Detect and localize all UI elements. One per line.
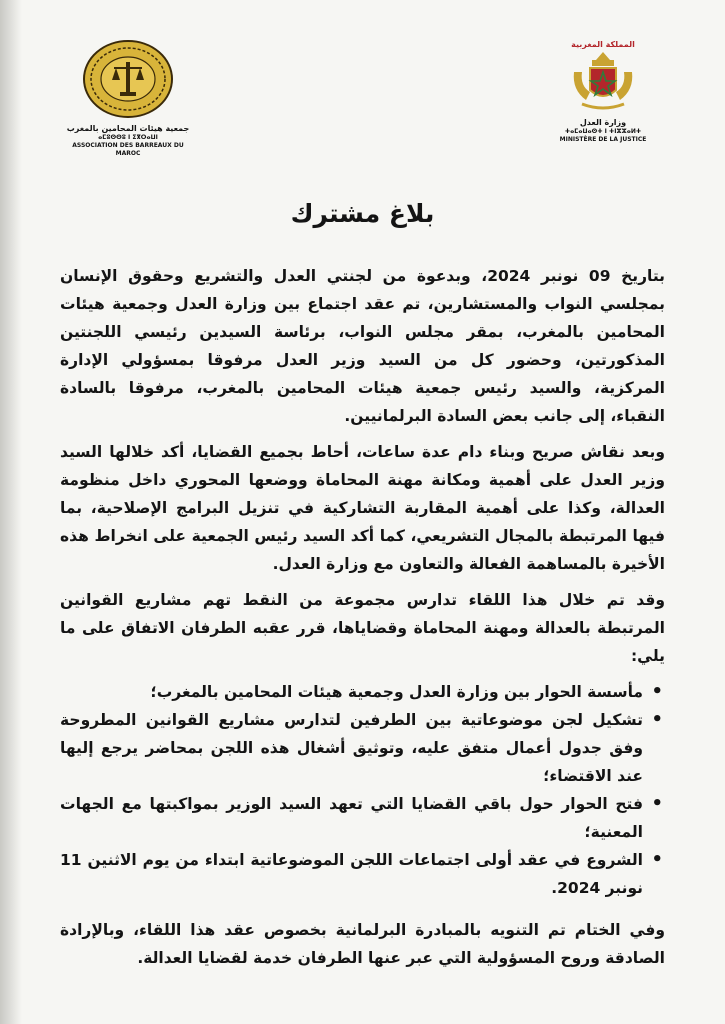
- document-title: بلاغ مشترك: [290, 199, 435, 228]
- paragraph-intro: بتاريخ 09 نونبر 2024، وبدعوة من لجنتي العدل والتشريع وحقوق الإنسان بمجلسي النواب والمستشارين، تم عقد اجتماع بين وزارة العدل وجمعية هيئات المحامين بالمغرب، بمقر مجلس النواب، برئاسة السيدين رئيسي اللجنتين المذكورتين، وحضور كل من السيد وزير العدل مرفوقا بمسؤولي الإدارة المركزية، والسيد رئيس جمعية هيئات المحامين بالمغرب، مرفوقا بالسادة النقباء، إلى جانب بعض السادة البرلمانيين.: [60, 267, 666, 425]
- list-item: • تشكيل لجن موضوعاتية بين الطرفين لتدارس مشاريع القوانين المطروحة وفق جدول أعمال متفق عليه، وتوثيق أشغال هذه اللجن بمحاضر يرجع إليها عند الاقتضاء؛: [60, 706, 643, 790]
- ministry-logo: [548, 40, 658, 144]
- document-body: [60, 262, 665, 980]
- bar-association-name-tifinagh: ⴰⵎⵓⵙⵙⵓ ⵏ ⵉⴳⵔⴰⵡⵏ: [98, 134, 158, 141]
- bar-association-name-ar: جمعية هيئات المحامين بالمغرب: [66, 124, 190, 133]
- paragraph-agreement: وقد تم خلال هذا اللقاء تدارس مجموعة من النقط تهم مشاريع القوانين المرتبطة بالعدالة ومهنة المحاماة وقضاياها، قرر عقبه الطرفان الاتفاق على ما يلي:: [60, 591, 665, 665]
- ministry-name-fr: MINISTÈRE DE LA JUSTICE: [559, 136, 647, 143]
- agreement-list: [60, 678, 665, 902]
- paragraph-discussion: وبعد نقاش صريح وبناء دام عدة ساعات، أحاط بجميع القضايا، أكد خلالها السيد وزير العدل على أهمية ومكانة مهنة المحاماة ووضعها المحوري داخل منظومة العدالة، وكذا على أهمية المقاربة التشاركية في تنزيل البرامج الإصلاحية، بما فيها المرتبطة بالمجال التشريعي، كما أكد السيد رئيس الجمعية على انخراط هذه الأخيرة بالمساهمة الفعالة والتعاون مع وزارة العدل.: [60, 443, 665, 573]
- bar-association-logo: [62, 38, 194, 158]
- ministry-name-ar: وزارة العدل: [579, 118, 627, 127]
- list-item: • مأسسة الحوار بين وزارة العدل وجمعية هيئات المحامين بالمغرب؛: [60, 678, 643, 706]
- coat-of-arms-icon: [568, 50, 638, 114]
- bar-association-seal-icon: [80, 38, 176, 120]
- ministry-name-tifinagh: ⵜⴰⵎⴰⵡⴰⵙⵜ ⵏ ⵜⵏⵣⵣⴰⵍⵜ: [564, 128, 642, 135]
- scan-edge-shadow: [0, 0, 22, 1024]
- kingdom-name-ar: المملكة المغربية: [571, 40, 635, 49]
- paragraph-closing: وفي الختام تم التنويه بالمبادرة البرلمانية بخصوص عقد هذا اللقاء، وبالإرادة الصادقة وروح المسؤولية التي عبر عنها الطرفان خدمة لقضايا العدالة.: [60, 921, 665, 967]
- list-item: • فتح الحوار حول باقي القضايا التي تعهد السيد الوزير بمواكبتها مع الجهات المعنية؛: [60, 790, 643, 846]
- list-item: • الشروع في عقد أولى اجتماعات اللجن الموضوعاتية ابتداء من يوم الاثنين 11 نونبر 2024.: [60, 846, 643, 902]
- bar-association-name-fr: ASSOCIATION DES BARREAUX DU MAROC: [72, 142, 184, 157]
